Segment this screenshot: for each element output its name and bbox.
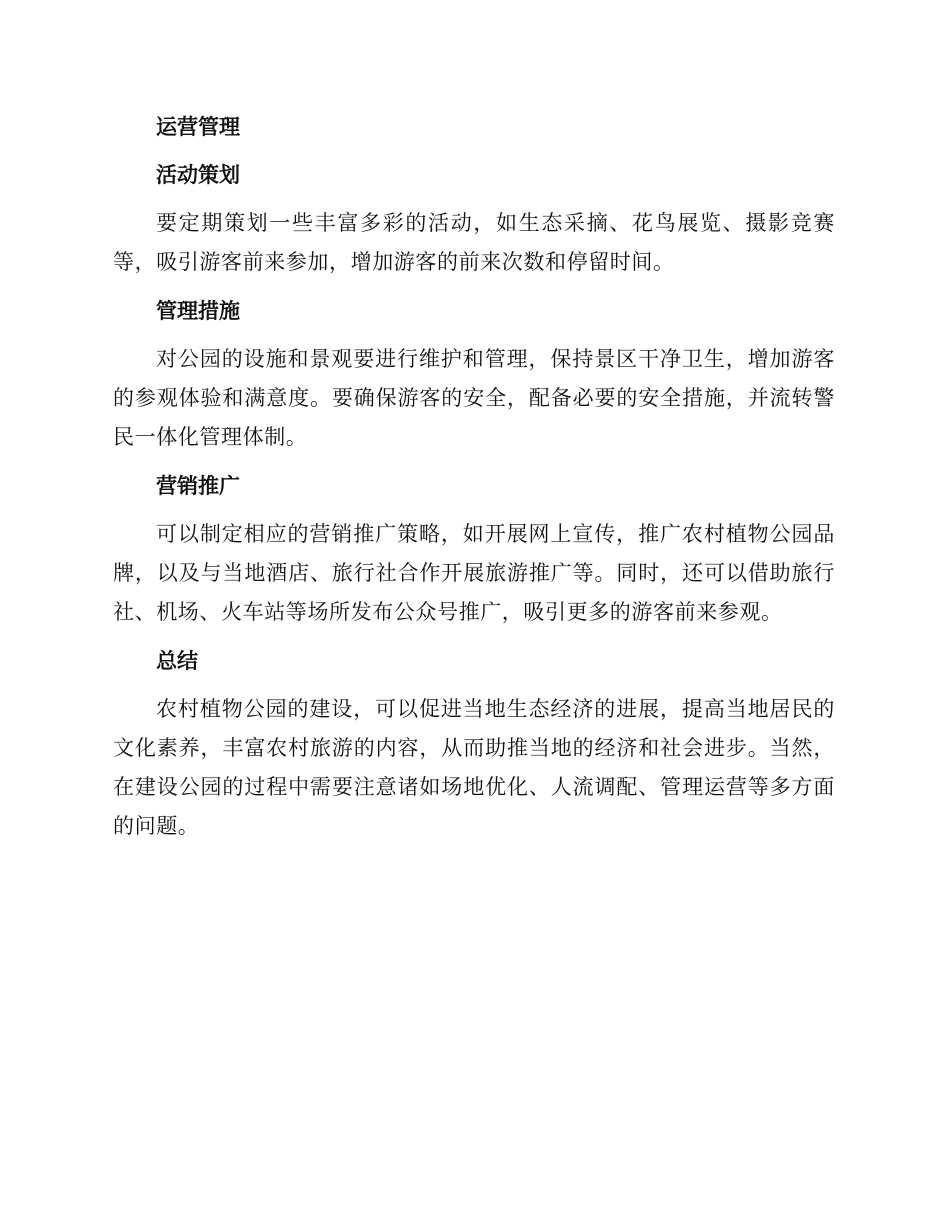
heading-marketing-promotion: 营销推广 xyxy=(156,474,240,498)
section-title: 运营管理 xyxy=(156,115,240,139)
document-page xyxy=(113,108,835,856)
paragraph-management-measures: 对公园的设施和景观要进行维护和管理，保持景区干净卫生，增加游客的参观体验和满意度。要确保游客的安全，配备必要的安全措施，并流转警民一体化管理体制。 xyxy=(113,347,835,449)
heading-activity-planning: 活动策划 xyxy=(156,163,240,187)
paragraph-activity-planning: 要定期策划一些丰富多彩的活动，如生态采摘、花鸟展览、摄影竞赛等，吸引游客前来参加，增加游客的前来次数和停留时间。 xyxy=(113,211,835,274)
paragraph-summary: 农村植物公园的建设，可以促进当地生态经济的进展，提高当地居民的文化素养，丰富农村旅游的内容，从而助推当地的经济和社会进步。当然，在建设公园的过程中需要注意诸如场地优化、人流调配、管理运营等多方面的问题。 xyxy=(113,697,835,838)
paragraph-marketing-promotion: 可以制定相应的营销推广策略，如开展网上宣传，推广农村植物公园品牌，以及与当地酒店、旅行社合作开展旅游推广等。同时，还可以借助旅行社、机场、火车站等场所发布公众号推广，吸引更多的游客前来参观。 xyxy=(113,522,835,624)
heading-summary: 总结 xyxy=(156,649,198,673)
heading-management-measures: 管理措施 xyxy=(156,299,240,323)
